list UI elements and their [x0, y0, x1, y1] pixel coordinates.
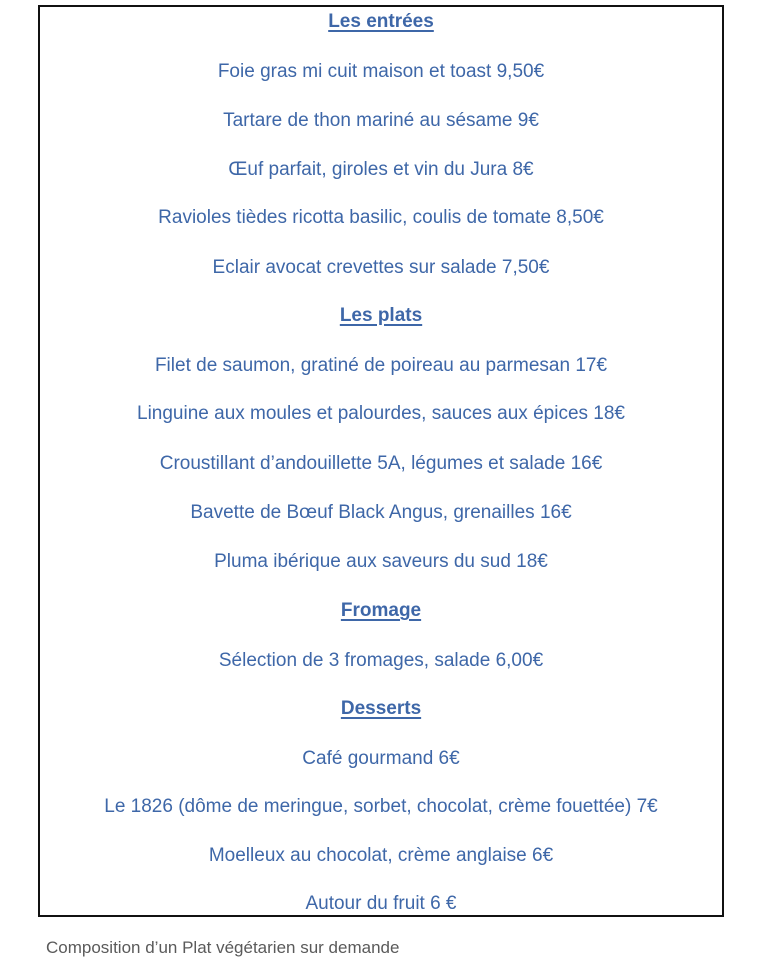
section-heading-entrees: Les entrées [328, 11, 434, 32]
menu-item: Moelleux au chocolat, crème anglaise 6€ [208, 845, 554, 866]
menu-item: Pluma ibérique aux saveurs du sud 18€ [214, 551, 548, 572]
section-heading-plats: Les plats [339, 305, 423, 326]
menu-item: Eclair avocat crevettes sur salade 7,50€ [212, 257, 550, 278]
menu-item: Filet de saumon, gratiné de poireau au parmesan 17€ [154, 355, 608, 376]
menu-item: Foie gras mi cuit maison et toast 9,50€ [217, 61, 545, 82]
menu-item: Linguine aux moules et palourdes, sauces aux épices 18€ [137, 403, 625, 424]
section-heading-desserts: Desserts [340, 698, 422, 719]
menu-item: Sélection de 3 fromages, salade 6,00€ [218, 650, 544, 671]
menu-item: Autour du fruit 6 € [305, 893, 457, 914]
vegetarian-note: Composition d’un Plat végétarien sur demande [46, 938, 400, 957]
menu-item: Tartare de thon mariné au sésame 9€ [223, 110, 539, 131]
menu-item: Café gourmand 6€ [302, 748, 460, 769]
section-heading-fromage: Fromage [340, 600, 422, 621]
menu-item: Le 1826 (dôme de meringue, sorbet, chocolat, crème fouettée) 7€ [104, 796, 658, 817]
menu-item: Œuf parfait, giroles et vin du Jura 8€ [228, 159, 534, 180]
menu-item: Ravioles tièdes ricotta basilic, coulis de tomate 8,50€ [158, 207, 604, 228]
menu-item: Croustillant d’andouillette 5A, légumes et salade 16€ [159, 453, 603, 474]
menu-frame [38, 5, 724, 917]
menu-item: Bavette de Bœuf Black Angus, grenailles 16€ [190, 502, 572, 523]
